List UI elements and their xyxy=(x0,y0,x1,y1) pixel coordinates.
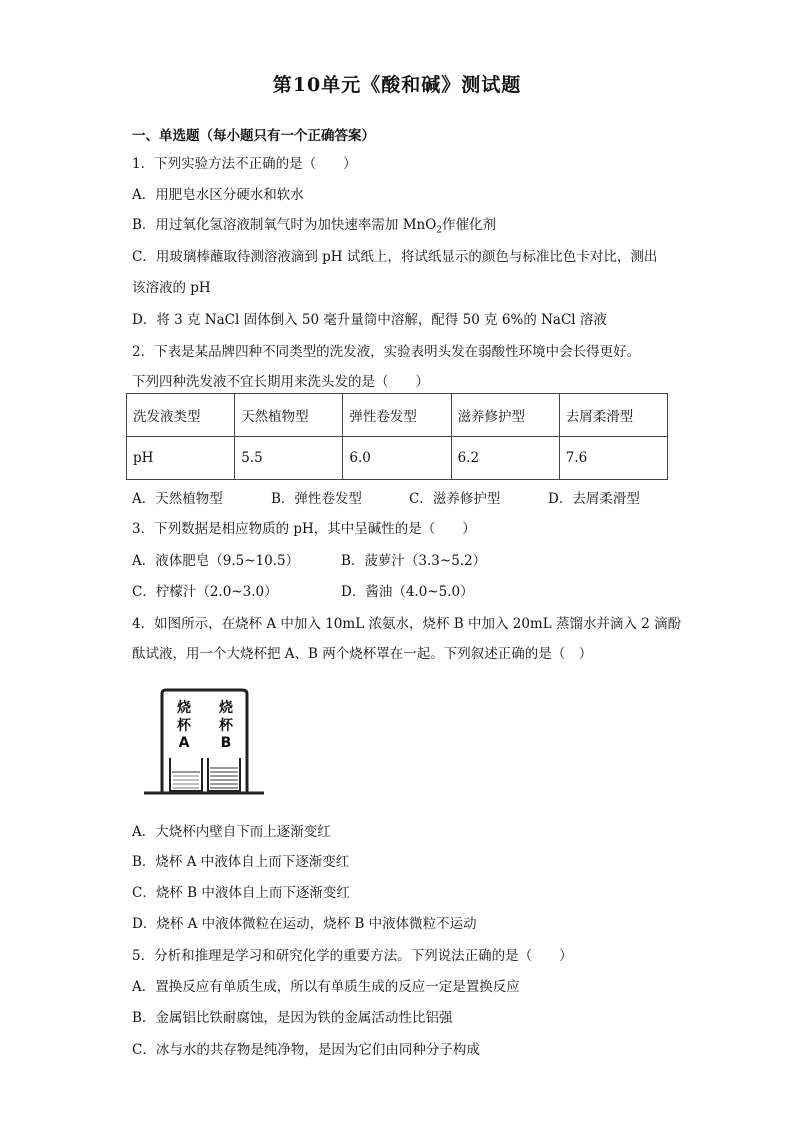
q3-option-b: B．菠萝汁（3.3~5.2） xyxy=(341,553,487,569)
q1-option-c-line2: 该溶液的 pH xyxy=(132,280,211,296)
q1-option-a: A．用肥皂水区分硬水和软水 xyxy=(132,187,304,203)
q4-stem-line1: 4．如图所示，在烧杯 A 中加入 10mL 浓氨水，烧杯 B 中加入 20mL 蒸馏水并滴入 2 滴酚 xyxy=(132,616,682,632)
q4-option-b: B．烧杯 A 中液体自上而下逐渐变红 xyxy=(132,854,350,870)
beaker-a-hatching xyxy=(173,776,199,788)
table-cell: 弹性卷发型 xyxy=(343,394,451,437)
table-cell: 滋养修护型 xyxy=(451,394,559,437)
table-header-row xyxy=(127,394,668,437)
q1-option-c-line1: C．用玻璃棒蘸取待测溶液滴到 pH 试纸上，将试纸显示的颜色与标准比色卡对比，测出 xyxy=(132,249,658,265)
table-row xyxy=(127,437,668,480)
q4-option-d: D．烧杯 A 中液体微粒在运动，烧杯 B 中液体微粒不运动 xyxy=(132,916,477,932)
q1-option-b-tail: 作催化剂 xyxy=(442,217,497,233)
table-cell: pH xyxy=(127,437,235,480)
table-cell: 6.0 xyxy=(343,437,451,480)
q4-option-c: C．烧杯 B 中液体自上而下逐渐变红 xyxy=(132,885,350,901)
q3-option-d: D．酱油（4.0~5.0） xyxy=(341,584,474,600)
q4-option-a: A．大烧杯内壁自下而上逐渐变红 xyxy=(132,824,331,840)
table-cell: 去屑柔滑型 xyxy=(559,394,667,437)
q1-option-b-text: B．用过氧化氢溶液制氧气时为加快速率需加 MnO xyxy=(132,217,437,233)
q3-option-a: A．液体肥皂（9.5~10.5） xyxy=(132,553,300,569)
q2-option-d: D．去屑柔滑型 xyxy=(548,491,640,507)
large-beaker-outline xyxy=(162,690,247,792)
q1-option-b xyxy=(132,213,496,236)
q5-option-b: B．金属铝比铁耐腐蚀，是因为铁的金属活动性比铝强 xyxy=(132,1010,453,1026)
page-title: 第10单元《酸和碱》测试题 xyxy=(272,74,522,96)
q4-stem-line2: 酞试液，用一个大烧杯把 A、B 两个烧杯罩在一起。下列叙述正确的是（ ） xyxy=(132,646,593,662)
table-cell: 6.2 xyxy=(451,437,559,480)
table-cell: 7.6 xyxy=(559,437,667,480)
beaker-a-label-3: A xyxy=(178,735,190,751)
beaker-b-hatching xyxy=(210,768,238,788)
q1-option-b-subscript: 2 xyxy=(436,225,443,236)
q1-option-d: D．将 3 克 NaCl 固体倒入 50 毫升量筒中溶解，配得 50 克 6%的 NaCl 溶液 xyxy=(132,312,607,328)
beaker-a-outline xyxy=(170,758,202,791)
q2-option-b: B．弹性卷发型 xyxy=(271,491,362,507)
shampoo-ph-table xyxy=(126,393,668,480)
q2-stem-line2: 下列四种洗发液不宜长期用来洗头发的是（ ） xyxy=(132,374,429,390)
section-heading: 一、单选题（每小题只有一个正确答案） xyxy=(132,128,375,144)
q2-option-a: A．天然植物型 xyxy=(132,491,223,507)
table-cell: 洗发液类型 xyxy=(127,394,235,437)
table-cell: 5.5 xyxy=(235,437,343,480)
table-cell: 天然植物型 xyxy=(235,394,343,437)
beaker-b-label-1: 烧 xyxy=(219,700,233,716)
beaker-a-label-1: 烧 xyxy=(177,700,191,716)
beaker-b-label-2: 杯 xyxy=(219,718,233,734)
q5-option-c: C．冰与水的共存物是纯净物，是因为它们由同种分子构成 xyxy=(132,1042,480,1058)
q5-option-a: A．置换反应有单质生成，所以有单质生成的反应一定是置换反应 xyxy=(132,979,520,995)
q3-stem: 3．下列数据是相应物质的 pH，其中呈碱性的是（ ） xyxy=(132,521,476,537)
beaker-b-label-3: B xyxy=(220,735,232,751)
beaker-a-label-2: 杯 xyxy=(177,718,191,734)
q2-stem-line1: 2．下表是某品牌四种不同类型的洗发液，实验表明头发在弱酸性环境中会长得更好。 xyxy=(132,344,641,360)
q3-option-c: C．柠檬汁（2.0~3.0） xyxy=(132,584,278,600)
q2-option-c: C．滋养修护型 xyxy=(409,491,501,507)
beaker-b-outline xyxy=(208,758,240,791)
q5-stem: 5．分析和推理是学习和研究化学的重要方法。下列说法正确的是（ ） xyxy=(132,948,573,964)
beaker-diagram xyxy=(140,688,266,798)
q1-stem: 1．下列实验方法不正确的是（ ） xyxy=(132,156,357,172)
